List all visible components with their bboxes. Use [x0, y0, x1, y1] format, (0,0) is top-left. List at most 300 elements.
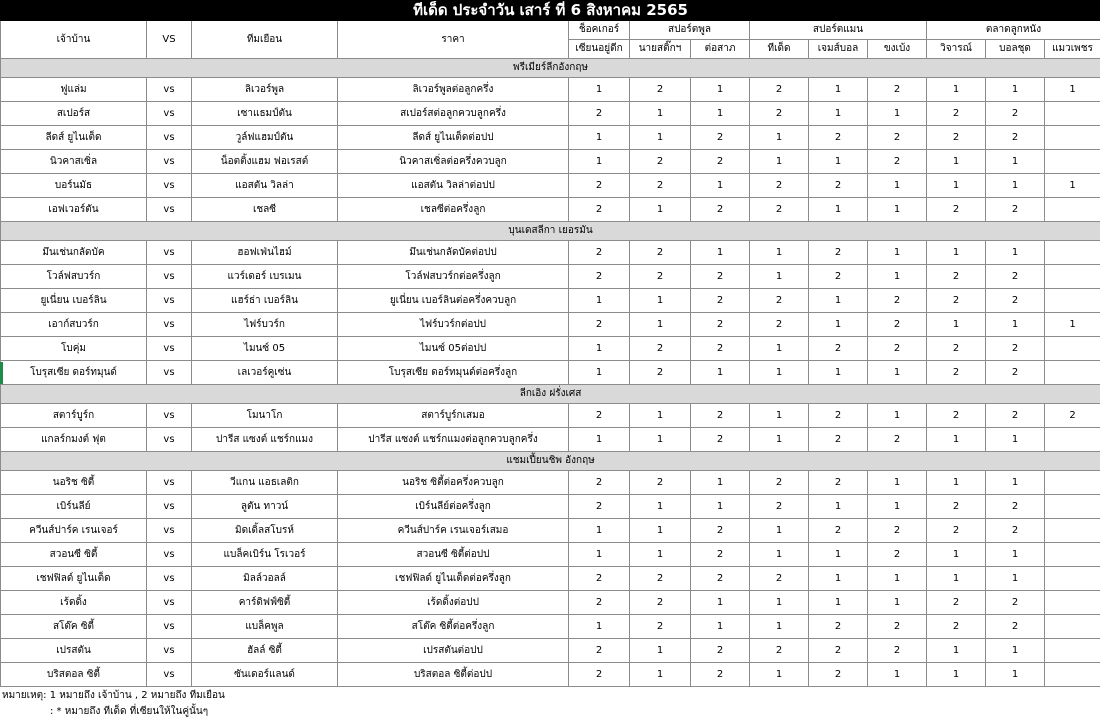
tip-pick: 1 [630, 198, 691, 222]
tip-pick: 2 [868, 639, 927, 663]
tip-pick: 1 [569, 337, 630, 361]
away-team: แอสตัน วิลล่า [192, 174, 338, 198]
home-team: นอริช ซิตี้ [1, 471, 147, 495]
header-group-sportman: สปอร์ตแมน [750, 21, 927, 40]
match-row [1, 150, 1100, 174]
tip-pick: 1 [569, 126, 630, 150]
tip-pick: 1 [927, 471, 986, 495]
tip-pick [1045, 337, 1100, 361]
price-line: สวอนซี ซิตี้ต่อปป [338, 543, 569, 567]
home-team: แกลร์กมงต์ ฟุต [1, 428, 147, 452]
match-row [1, 471, 1100, 495]
tip-pick [1045, 591, 1100, 615]
tip-pick: 1 [750, 428, 809, 452]
tip-pick: 1 [986, 543, 1045, 567]
tip-pick: 2 [809, 615, 868, 639]
tip-pick: 1 [868, 495, 927, 519]
tip-pick: 2 [927, 495, 986, 519]
tip-pick: 1 [927, 639, 986, 663]
tip-pick: 1 [750, 150, 809, 174]
tip-pick: 2 [569, 663, 630, 687]
tip-pick: 2 [986, 615, 1045, 639]
tip-pick [1045, 663, 1100, 687]
tip-pick: 2 [750, 198, 809, 222]
tip-pick [1045, 126, 1100, 150]
tip-pick: 1 [750, 519, 809, 543]
tip-pick: 1 [630, 126, 691, 150]
tip-pick: 2 [750, 567, 809, 591]
tip-pick: 1 [986, 241, 1045, 265]
tip-pick: 2 [569, 471, 630, 495]
away-team: แบล็คเบิร์น โรเวอร์ [192, 543, 338, 567]
vs-label: vs [147, 495, 192, 519]
tip-pick: 2 [927, 289, 986, 313]
tip-pick: 2 [691, 198, 750, 222]
header-tipster: นายสติ๊กฯ [630, 40, 691, 59]
tip-pick: 1 [750, 361, 809, 385]
tip-pick: 1 [809, 567, 868, 591]
tip-pick: 2 [630, 615, 691, 639]
vs-label: vs [147, 150, 192, 174]
price-line: ลิเวอร์พูลต่อลูกครึ่ง [338, 78, 569, 102]
tip-pick: 2 [750, 495, 809, 519]
home-team: โบคุ่ม [1, 337, 147, 361]
tip-pick: 1 [986, 567, 1045, 591]
away-team: คาร์ดิฟฟ์ซิตี้ [192, 591, 338, 615]
tip-pick: 1 [691, 495, 750, 519]
away-team: ไมนซ์ 05 [192, 337, 338, 361]
tip-pick: 2 [868, 126, 927, 150]
tip-pick [1045, 150, 1100, 174]
tip-pick: 2 [809, 639, 868, 663]
tip-pick: 2 [927, 265, 986, 289]
tip-pick: 1 [569, 78, 630, 102]
price-line: ควีนส์ปาร์ค เรนเจอร์เสมอ [338, 519, 569, 543]
tip-pick: 2 [809, 404, 868, 428]
tip-pick: 2 [809, 174, 868, 198]
home-team: ฟูแล่ม [1, 78, 147, 102]
tip-pick: 2 [691, 337, 750, 361]
tip-pick [1045, 543, 1100, 567]
match-row [1, 78, 1100, 102]
tip-pick: 2 [927, 126, 986, 150]
tip-pick: 1 [569, 150, 630, 174]
tip-pick: 1 [750, 663, 809, 687]
tip-pick: 2 [691, 404, 750, 428]
tip-pick: 1 [868, 663, 927, 687]
tip-pick: 1 [986, 78, 1045, 102]
tip-pick [1045, 519, 1100, 543]
header-tipster: ทีเด็ด [750, 40, 809, 59]
home-team: เบิร์นลีย์ [1, 495, 147, 519]
tip-pick: 2 [809, 265, 868, 289]
tip-pick: 1 [809, 289, 868, 313]
tip-pick: 1 [809, 78, 868, 102]
tip-pick: 1 [868, 265, 927, 289]
tip-pick: 1 [750, 404, 809, 428]
tip-pick: 2 [868, 428, 927, 452]
tip-pick: 1 [986, 150, 1045, 174]
tip-pick [1045, 639, 1100, 663]
header-tipster: แมวเพชร [1045, 40, 1100, 59]
price-line: เชลซีต่อครึ่งลูก [338, 198, 569, 222]
tip-pick [1045, 471, 1100, 495]
tip-pick: 1 [630, 639, 691, 663]
home-team: ควีนส์ปาร์ค เรนเจอร์ [1, 519, 147, 543]
tip-pick: 1 [868, 591, 927, 615]
tip-pick: 2 [691, 265, 750, 289]
tip-pick: 2 [630, 265, 691, 289]
vs-label: vs [147, 428, 192, 452]
away-team: แบล็คพูล [192, 615, 338, 639]
vs-label: vs [147, 543, 192, 567]
match-row [1, 174, 1100, 198]
home-team: ลีดส์ ยูไนเต็ด [1, 126, 147, 150]
tip-pick: 2 [569, 241, 630, 265]
tip-pick: 1 [691, 591, 750, 615]
tip-pick: 2 [569, 591, 630, 615]
tip-pick: 1 [986, 639, 1045, 663]
home-team: บริสตอล ซิตี้ [1, 663, 147, 687]
tip-pick: 1 [868, 102, 927, 126]
tip-pick: 2 [868, 150, 927, 174]
tip-pick: 1 [927, 543, 986, 567]
match-row [1, 663, 1100, 687]
price-line: แอสตัน วิลล่าต่อปป [338, 174, 569, 198]
tip-pick: 2 [1045, 404, 1100, 428]
tip-pick: 1 [809, 495, 868, 519]
league-header: แชมเปี้ยนชิพ อังกฤษ [1, 452, 1100, 471]
tip-pick: 2 [868, 337, 927, 361]
league-header: ลีกเอิง ฝรั่งเศส [1, 385, 1100, 404]
away-team: วีแกน แอธเลติก [192, 471, 338, 495]
away-team: มิลล์วอลล์ [192, 567, 338, 591]
header-tipster: เซียนอยู่ดีก [569, 40, 630, 59]
tip-pick: 1 [630, 102, 691, 126]
tip-pick: 1 [750, 543, 809, 567]
home-team: เปรสตัน [1, 639, 147, 663]
tip-pick: 2 [986, 495, 1045, 519]
away-team: ฮัลล์ ซิตี้ [192, 639, 338, 663]
header-tipster: บอลชุด [986, 40, 1045, 59]
price-line: ไฟร์บวร์กต่อปป [338, 313, 569, 337]
price-line: มึนเช่นกลัดบัคต่อปป [338, 241, 569, 265]
home-team: เชฟฟิลด์ ยูไนเต็ด [1, 567, 147, 591]
home-team: สตาร์บูร์ก [1, 404, 147, 428]
tip-pick: 1 [986, 428, 1045, 452]
price-line: เปรสตันต่อปป [338, 639, 569, 663]
header-group-market: ตลาดลูกหนัง [927, 21, 1100, 40]
tip-pick: 2 [630, 591, 691, 615]
away-team: เซาแธมป์ตัน [192, 102, 338, 126]
tip-pick: 2 [927, 404, 986, 428]
header-home: เจ้าบ้าน [1, 21, 147, 59]
match-row [1, 241, 1100, 265]
tip-pick: 2 [691, 663, 750, 687]
price-line: โวล์ฟสบวร์กต่อครึ่งลูก [338, 265, 569, 289]
tip-pick: 2 [691, 313, 750, 337]
tip-pick: 1 [630, 289, 691, 313]
tip-pick: 1 [809, 198, 868, 222]
tip-pick: 2 [809, 241, 868, 265]
vs-label: vs [147, 198, 192, 222]
tip-pick: 1 [809, 543, 868, 567]
vs-label: vs [147, 102, 192, 126]
away-team: เลเวอร์คูเซ่น [192, 361, 338, 385]
tip-pick: 2 [986, 126, 1045, 150]
tip-pick: 1 [691, 615, 750, 639]
header-group-shocker: ช็อคเกอร์ [569, 21, 630, 40]
home-team: เอฟเวอร์ตัน [1, 198, 147, 222]
vs-label: vs [147, 639, 192, 663]
tip-pick: 1 [569, 615, 630, 639]
home-team: สวอนซี ซิตี้ [1, 543, 147, 567]
vs-label: vs [147, 615, 192, 639]
vs-label: vs [147, 126, 192, 150]
tip-pick: 1 [569, 289, 630, 313]
tip-pick: 2 [927, 615, 986, 639]
match-row [1, 313, 1100, 337]
tip-pick: 1 [630, 428, 691, 452]
tip-pick: 2 [630, 78, 691, 102]
tip-pick: 2 [691, 126, 750, 150]
tip-pick: 2 [809, 663, 868, 687]
match-row [1, 289, 1100, 313]
away-team: มิดเดิ้ลสโบรห์ [192, 519, 338, 543]
home-team: นิวคาสเซิ่ล [1, 150, 147, 174]
away-team: น็อตติ้งแฮม ฟอเรสต์ [192, 150, 338, 174]
tip-pick: 1 [927, 567, 986, 591]
price-line: สตาร์บูร์กเสมอ [338, 404, 569, 428]
match-row [1, 361, 1100, 385]
tip-pick: 2 [630, 150, 691, 174]
tip-pick: 2 [569, 567, 630, 591]
header-tipster: เจมส์บอล [809, 40, 868, 59]
price-line: ยูเนี่ยน เบอร์ลินต่อครึ่งควบลูก [338, 289, 569, 313]
footnote-star: : * หมายถึง ทีเด็ด ที่เซียนให้ในคู่นั้นๆ [50, 706, 209, 717]
tip-pick: 1 [809, 361, 868, 385]
tip-pick: 1 [691, 102, 750, 126]
tip-pick: 1 [986, 663, 1045, 687]
tip-pick [1045, 198, 1100, 222]
price-line: เชฟฟิลด์ ยูไนเต็ดต่อครึ่งลูก [338, 567, 569, 591]
tip-pick: 1 [986, 313, 1045, 337]
tip-pick: 1 [569, 519, 630, 543]
vs-label: vs [147, 78, 192, 102]
vs-label: vs [147, 337, 192, 361]
tip-pick: 1 [630, 543, 691, 567]
tip-pick: 2 [927, 591, 986, 615]
tip-pick: 1 [809, 150, 868, 174]
away-team: โมนาโก [192, 404, 338, 428]
tip-pick: 1 [691, 241, 750, 265]
price-line: นอริช ซิตี้ต่อครึ่งควบลูก [338, 471, 569, 495]
header-vs: VS [147, 21, 192, 59]
price-line: โบรุสเซีย ดอร์ทมุนด์ต่อครึ่งลูก [338, 361, 569, 385]
tip-pick: 1 [868, 471, 927, 495]
home-team: บอร์นมัธ [1, 174, 147, 198]
tip-pick: 1 [868, 241, 927, 265]
away-team: ซันเดอร์แลนด์ [192, 663, 338, 687]
match-row [1, 495, 1100, 519]
tip-pick: 1 [691, 361, 750, 385]
vs-label: vs [147, 404, 192, 428]
match-row [1, 265, 1100, 289]
tip-pick: 2 [630, 337, 691, 361]
tip-pick: 2 [569, 639, 630, 663]
vs-label: vs [147, 361, 192, 385]
tip-pick: 2 [569, 174, 630, 198]
tip-pick: 1 [630, 519, 691, 543]
tip-pick [1045, 289, 1100, 313]
away-team: ฮอฟเฟ่นไฮม์ [192, 241, 338, 265]
away-team: แวร์เดอร์ เบรเมน [192, 265, 338, 289]
price-line: ลีดส์ ยูไนเต็ดต่อปป [338, 126, 569, 150]
tip-pick: 2 [569, 198, 630, 222]
tip-pick: 2 [927, 337, 986, 361]
match-row [1, 404, 1100, 428]
tip-pick: 2 [691, 150, 750, 174]
vs-label: vs [147, 519, 192, 543]
away-team: ลูตัน ทาวน์ [192, 495, 338, 519]
tip-pick: 2 [809, 337, 868, 361]
tip-pick: 2 [927, 102, 986, 126]
tip-pick: 2 [868, 615, 927, 639]
match-row [1, 615, 1100, 639]
league-header: พรีเมียร์ลีกอังกฤษ [1, 59, 1100, 78]
tip-pick: 2 [986, 289, 1045, 313]
vs-label: vs [147, 265, 192, 289]
header-away: ทีมเยือน [192, 21, 338, 59]
home-team: โวล์ฟสบวร์ก [1, 265, 147, 289]
tip-pick: 1 [750, 615, 809, 639]
tip-pick: 1 [569, 543, 630, 567]
tip-pick: 2 [986, 198, 1045, 222]
match-row [1, 519, 1100, 543]
tip-pick: 1 [927, 78, 986, 102]
match-row [1, 639, 1100, 663]
match-row [1, 428, 1100, 452]
tip-pick: 2 [691, 639, 750, 663]
match-row [1, 198, 1100, 222]
tip-pick: 2 [986, 404, 1045, 428]
match-row [1, 337, 1100, 361]
vs-label: vs [147, 289, 192, 313]
tip-pick: 2 [691, 289, 750, 313]
tip-pick: 2 [750, 289, 809, 313]
tip-pick: 1 [1045, 78, 1100, 102]
header-tipster: ต่อสาภ [691, 40, 750, 59]
page-title: ทีเด็ด ประจำวัน เสาร์ ที่ 6 สิงหาคม 2565 [1, 1, 1100, 21]
tip-pick: 1 [630, 313, 691, 337]
home-team: มึนเช่นกลัดบัค [1, 241, 147, 265]
tip-pick: 2 [809, 519, 868, 543]
away-team: เชลซี [192, 198, 338, 222]
home-team: ยูเนี่ยน เบอร์ลิน [1, 289, 147, 313]
header-price: ราคา [338, 21, 569, 59]
tip-pick: 2 [630, 361, 691, 385]
tip-pick [1045, 265, 1100, 289]
tip-pick: 2 [691, 428, 750, 452]
tip-pick: 1 [750, 241, 809, 265]
tip-pick: 1 [809, 313, 868, 337]
tip-pick: 2 [630, 471, 691, 495]
tip-pick: 1 [927, 663, 986, 687]
tip-pick: 1 [630, 663, 691, 687]
away-team: ปารีส แซงต์ แชร์กแมง [192, 428, 338, 452]
tip-pick: 2 [750, 313, 809, 337]
tip-pick: 1 [750, 126, 809, 150]
tip-pick: 2 [630, 174, 691, 198]
tip-pick: 1 [630, 404, 691, 428]
tip-pick: 2 [986, 519, 1045, 543]
tip-pick [1045, 495, 1100, 519]
tip-pick: 1 [569, 361, 630, 385]
tip-pick: 1 [750, 265, 809, 289]
tip-pick [1045, 567, 1100, 591]
tip-pick: 2 [868, 519, 927, 543]
vs-label: vs [147, 241, 192, 265]
tip-pick: 2 [630, 241, 691, 265]
tip-pick: 2 [986, 361, 1045, 385]
tip-pick: 1 [927, 174, 986, 198]
tip-pick [1045, 241, 1100, 265]
tip-pick: 2 [927, 198, 986, 222]
tip-pick: 2 [750, 174, 809, 198]
tip-pick: 2 [691, 567, 750, 591]
tip-pick: 2 [569, 313, 630, 337]
match-row [1, 567, 1100, 591]
tip-pick: 1 [1045, 313, 1100, 337]
tip-pick: 1 [986, 471, 1045, 495]
footnote-legend: หมายเหตุ: 1 หมายถึง เจ้าบ้าน , 2 หมายถึง ทีมเยือน [2, 690, 225, 701]
price-line: เบิร์นลีย์ต่อครึ่งลูก [338, 495, 569, 519]
tip-pick: 2 [750, 78, 809, 102]
home-team: สเปอร์ส [1, 102, 147, 126]
row-selection-marker [0, 362, 3, 384]
match-row [1, 591, 1100, 615]
tip-pick: 1 [809, 102, 868, 126]
price-line: นิวคาสเซิ่ลต่อครึ่งควบลูก [338, 150, 569, 174]
away-team: แฮร์ธ่า เบอร์ลิน [192, 289, 338, 313]
tip-pick: 1 [569, 428, 630, 452]
home-team: โบรุสเซีย ดอร์ทมุนด์ [1, 361, 147, 385]
header-tipster: ขงเบ้ง [868, 40, 927, 59]
tip-pick: 2 [927, 361, 986, 385]
tip-pick: 2 [569, 404, 630, 428]
tip-pick: 1 [868, 361, 927, 385]
home-team: สโต๊ค ซิตี้ [1, 615, 147, 639]
tip-pick: 2 [986, 337, 1045, 361]
vs-label: vs [147, 663, 192, 687]
tip-pick: 1 [868, 567, 927, 591]
tip-pick: 2 [868, 289, 927, 313]
tip-pick: 2 [691, 543, 750, 567]
tip-pick: 1 [868, 174, 927, 198]
tip-pick: 1 [927, 150, 986, 174]
vs-label: vs [147, 471, 192, 495]
price-line: เร้ดดิ้งต่อปป [338, 591, 569, 615]
tip-pick: 1 [750, 337, 809, 361]
tip-pick: 2 [750, 639, 809, 663]
price-line: สโต๊ค ซิตี้ต่อครึ่งลูก [338, 615, 569, 639]
tip-pick: 2 [986, 591, 1045, 615]
price-line: ปารีส แซงต์ แชร์กแมงต่อลูกควบลูกครึ่ง [338, 428, 569, 452]
tip-pick: 1 [868, 198, 927, 222]
price-line: บริสตอล ซิตี้ต่อปป [338, 663, 569, 687]
home-team: เร้ดดิ้ง [1, 591, 147, 615]
tip-pick: 2 [630, 567, 691, 591]
